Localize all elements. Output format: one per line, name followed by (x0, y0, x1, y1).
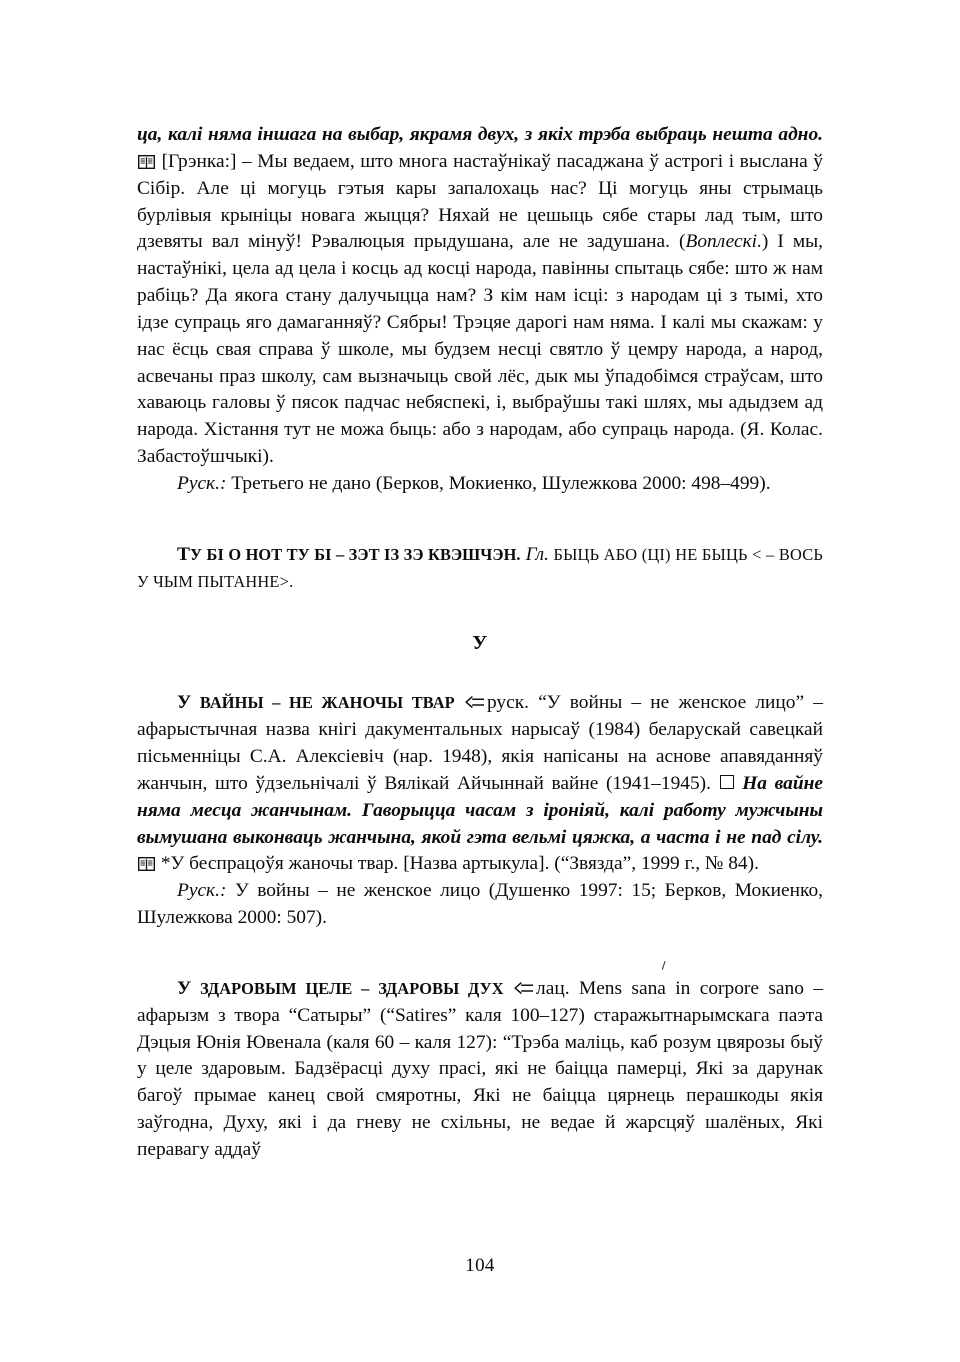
open-book-icon (138, 857, 155, 871)
entry-to-be-or-not-to-be (137, 542, 823, 596)
page-number: 104 (465, 1255, 495, 1276)
page-text-block (137, 122, 823, 1262)
open-book-icon (138, 155, 155, 169)
russian-equivalent-paragraph-2 (137, 878, 823, 932)
text-column (137, 122, 823, 1164)
source-language-label: лац. (536, 977, 570, 999)
citation-italic-aside: Воплескі. (685, 231, 762, 253)
russian-equivalent-paragraph-1 (137, 471, 823, 498)
continued-quote-paragraph (137, 122, 823, 471)
quote-tail-italic: ца, калі няма іншага на выбар, якрамя двух, з якіх трэба выбраць нешта адно. (137, 124, 823, 145)
russian-equivalent-text: Третьего не дано (Берков, Мокиенко, Шулежкова 2000: 498–499). (226, 472, 771, 494)
cross-reference-target: БЫЦЬ АБО (ЦІ) НЕ БЫЦЬ < – ВОСЬ У ЧЫМ ПЫТАННЕ>. (137, 544, 823, 591)
spacer (137, 596, 823, 630)
example-citation-text: *У беспрацоўя жаночы твар. [Назва артыкула]. (“Звязда”, 1999 г., № 84). (160, 853, 759, 875)
latin-phrase: Mens sana in corpore sano (578, 977, 804, 999)
entry-u-vajny (137, 690, 823, 878)
illustrative-usage-italic: На вайне няма месца жанчынам. Гаворыцца часам з іроніяй, калі работу мужчыны вымушана выконваць жанчына, якой гэта вельмі цяжка, а часта і не пад сілу. (137, 772, 823, 848)
headword-to-be: ТУ БІ О НОТ ТУ БІ – ЗЭТ ІЗ ЗЭ КВЭШЧЭН. (177, 543, 521, 565)
leftwards-double-arrow-icon (465, 696, 485, 709)
headword-u-vajny: У ВАЙНЫ – НЕ ЖАНОЧЫ ТВАР (177, 692, 455, 714)
russian-equivalent-text: У войны – не женское лицо (Душенко 1997: 15; Берков, Мокиенко, Шулежкова 2000: 507). (137, 880, 823, 929)
spacer (137, 498, 823, 542)
entry-body-text: – афарызм з твора “Сатыры” (“Satires” каля 100–127) старажытнарымскага паэта Дэцыя Юнія Ювенала (каля 60 – каля 127): “Трэба маліць, каб розум цвярозы быў у целе здаровым. Бадзёрасці духу прасі, які не баіцца памерці, Які за дарунак багоў прымае канец свой смяротны, Які не баіцца цярнець перашкоды якія заўгодна, Духу, які і да гневу не схільны, не ведае й жарсцяў шалёных, Які перавагу аддаў (137, 977, 824, 1160)
russian-label: Руск.: (177, 880, 227, 902)
leftwards-double-arrow-icon (514, 982, 534, 995)
headword-mens-sana: У ЗДАРОВЫМ ЦЕЛЕ – ЗДАРОВЫ ДУХ (177, 977, 504, 999)
citation-text-part-2: ) І мы, настаўнікі, цела ад цела і косць ад косці народа, павінны спытаць сябе: што ж нам рабіць? Да якога стану далучыцца нам? З кім нам ісці: з народам ці з тымі, хто ідзе супраць яго дамаганняў? Сябры! Трэцяе дарогі нам няма. І калі мы скажам: у нас ёсць свая справа ў школе, мы будзем несці святло ў цемру народа, а народ, асвечаны праз школу, сам вызначыць свой лёс, дык мы ўпадобімся страўсам, што хаваюць галовы ў пясок падчас небяспекі, і, выбраўшы такі шлях, мы адыдзем ад народа. Хістання тут не можа быць: або з народам, або супраць народа. (Я. Колас. Забастоўшчыкі). (137, 231, 823, 468)
spacer (137, 656, 823, 690)
spacer (137, 932, 823, 976)
russian-label: Руск.: (177, 472, 227, 494)
source-language-label: руск. (486, 692, 529, 714)
entry-mens-sana (137, 976, 823, 1164)
letter-section-header: У (472, 631, 488, 654)
entry-body-text: “У войны – не женское лицо” – афарыстычная назва кнігі дакументальных нарысаў (1984) беларускай савецкай пісьменніцы С.А. Алексіевіч (нар. 1948), якія напісаны на аснове апавяданняў жанчын, што ўдзельнічалі ў Вялікай Айчыннай вайне (1941–1945). (137, 692, 823, 794)
white-square-icon (720, 775, 734, 789)
citation-text-part-1: [Грэнка:] – Мы ведаем, што многа настаўнікаў пасаджана ў астрогі і выслана ў Сібір. Але ці могуць гэтыя кары запалохаць нас? Ці могуць яны стрымаць бурлівыя крыніцы новага жыцця? Няхай не цешыць сябе стары лад тым, што дзевяты вал мінуў! Рэвалюцыя прыдушана, але не задушана. ( (137, 150, 823, 253)
see-also-label: Гл. (525, 543, 549, 565)
